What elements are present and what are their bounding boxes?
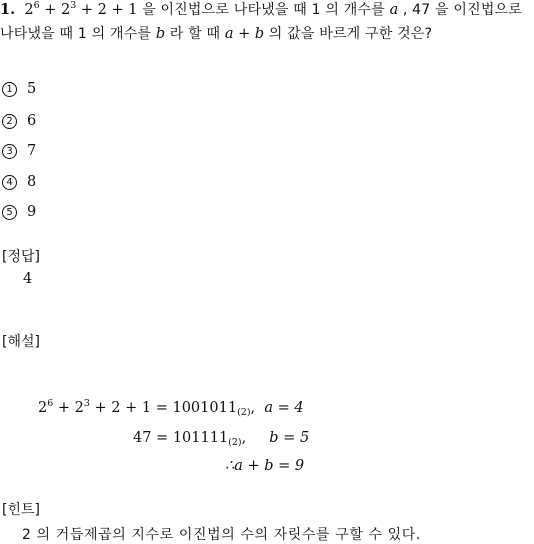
eq2-base: (2) [228,437,242,448]
question-text-2b: 라 할 때 [169,26,221,42]
choice-marker-icon: 2 [2,114,17,129]
question-line-1 [0,0,522,20]
choice-value: 5 [27,81,37,97]
question-text-1b: , 47 을 이진법으로 [402,2,522,18]
eq3-conclusion: ∴a + b = 9 [225,458,305,474]
choice-marker-icon: 5 [2,205,17,220]
choice-marker-icon: 1 [2,82,17,97]
choice-5[interactable] [2,204,36,220]
question-expr-ab: a + b [224,26,265,42]
eq1-lhs: $2^6 + 2^3 + 2 + 1$ = [38,398,173,416]
hint-text: 2 의 거듭제곱의 지수로 이진법의 수의 자릿수를 구할 수 있다. [22,527,421,543]
question-number: 1. [0,1,16,18]
eq1-base: (2) [237,407,251,418]
question-expression: $2^6 + 2^3 + 2 + 1$ [19,0,138,18]
question-text-2a: 나타냈을 때 1 의 개수를 [0,26,152,42]
choice-value: 8 [27,174,37,190]
question-line-2 [0,24,432,44]
choice-value: 6 [27,113,37,129]
choice-value: 7 [27,143,37,159]
eq2-result: b = 5 [269,430,310,446]
explanation-equation-3 [225,458,304,474]
choice-value: 9 [27,204,37,220]
choice-marker-icon: 4 [2,175,17,190]
answer-value: 4 [23,271,33,287]
question-text-2c: 의 값을 바르게 구한 것은? [268,26,433,42]
explanation-equation-1: $2^6 + 2^3 + 2 + 1 = 1001011_{(2)}$, a = 4 [38,398,304,418]
question-text-1a: 을 이진법으로 나타냈을 때 1 의 개수를 [142,2,385,18]
eq1-rhs: 1001011 [172,400,238,416]
choice-2[interactable] [2,113,36,129]
choice-3[interactable] [2,143,36,159]
question-var-b: b [155,26,166,42]
choice-1[interactable] [2,81,36,97]
hint-label: [힌트] [2,502,40,518]
choice-4[interactable] [2,174,36,190]
eq2-lhs: 47 = 101111 [133,430,229,446]
answer-label: [정답] [2,249,40,265]
question-var-a: a [389,2,399,18]
explanation-label: [해설] [2,334,40,350]
explanation-equation-2: $47 = 101111_{(2)}$, b = 5 [133,430,310,448]
choice-marker-icon: 3 [2,144,17,159]
eq1-result: a = 4 [264,400,304,416]
